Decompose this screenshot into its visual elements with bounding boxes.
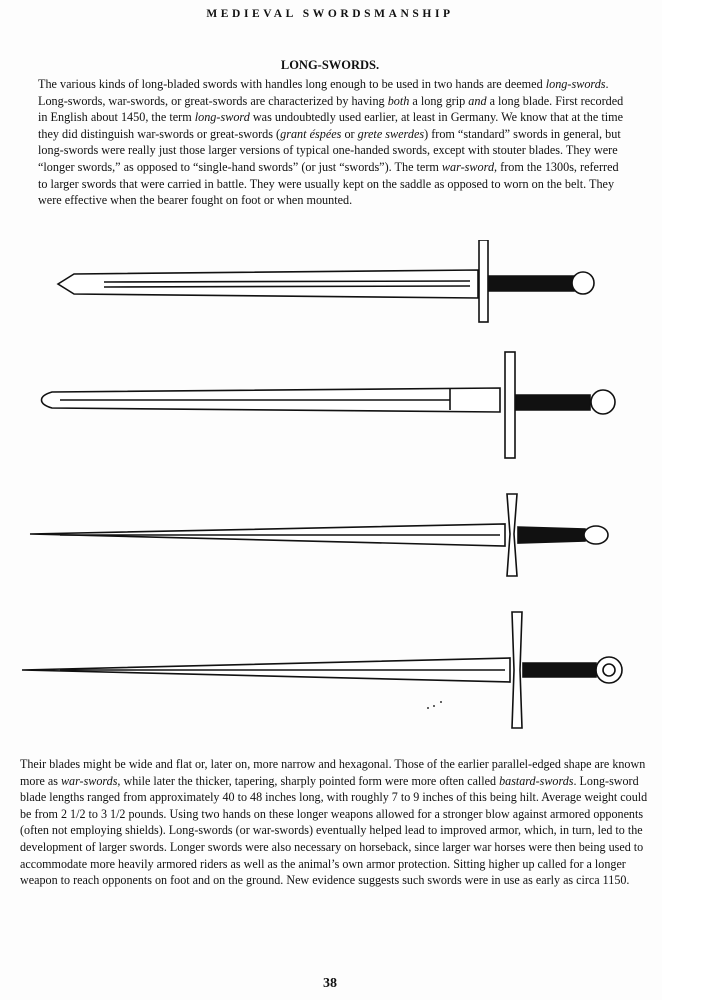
section-title: LONG-SWORDS. xyxy=(280,58,380,72)
paragraph-blades: Their blades might be wide and flat or, later on, more narrow and hexagonal. Those of the earlier parallel-edged shape are known more as war-swords, while later the thicker, tapering, sharply pointed form were more often called bastard-swords. Long-sword blade lengths ranged from approximately 40 to 48 inches long, with roughly 7 to 9 inches of this being hilt. Average weight could be from 2 1/2 to 3 1/2 pounds. Using two hands on these longer weapons allowed for a stronger blow against armored opponents (often not employing shields). Long-swords (or war-swords) eventually helped lead to improved armor, which, in turn, led to the development of larger swords. Longer swords were also necessary on horseback, since larger war horses were then being used to accommodate more heavily armored riders as well as the animal’s own armor protection. Sitting higher up called for a longer weapon to reach opponents on foot and on the ground. New evidence suggests such swords were in use as early as circa 1150. xyxy=(20,757,648,888)
sword-illustration-4 xyxy=(22,612,622,728)
sword-illustration-2 xyxy=(42,352,616,458)
running-header: MEDIEVAL SWORDSMANSHIP xyxy=(206,8,454,20)
sword-illustration-3 xyxy=(30,494,608,576)
paragraph-intro: The various kinds of long-bladed swords with handles long enough to be used in two hands are deemed long-swords. Long-swords, war-swords, or great-swords are characterized by having both a long grip and a long blade. First recorded in English about 1450, the term long-sword was undoubtedly used earlier, at least in Germany. We know that at the time they did distinguish war-swords or great-swords (grant éspées or grete swerdes) from “standard” swords in general, but long-swords were really just those larger versions of typical one-handed swords, except with stouter blades. They were “longer swords,” as opposed to “single-hand swords” (or just “swords”). The term war-sword, from the 1300s, referred to larger swords that were carried in battle. They were usually kept on the saddle as opposed to worn on the belt. They were effective when the bearer fought on foot or when mounted. xyxy=(38,77,624,208)
page-number: 38 xyxy=(323,976,337,991)
sword-illustration-1 xyxy=(58,240,594,322)
page-margin xyxy=(662,0,720,1000)
long-sword-illustrations xyxy=(0,240,662,740)
ink-specks xyxy=(427,701,442,709)
